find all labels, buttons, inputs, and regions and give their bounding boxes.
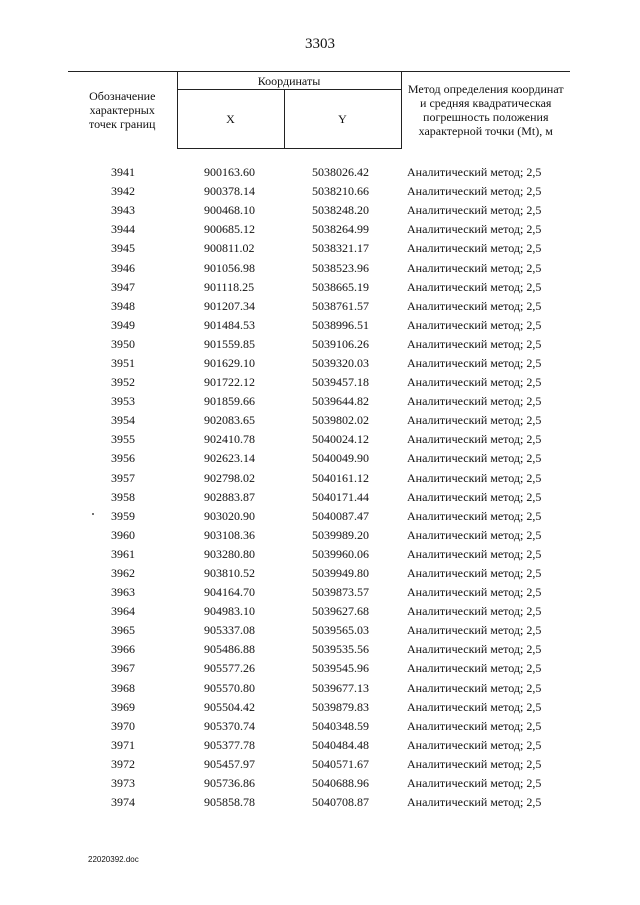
y-cell: 5039644.82 <box>312 394 369 409</box>
point-cell: 3953 <box>111 394 135 409</box>
table-row <box>68 373 570 392</box>
table-row <box>68 335 570 354</box>
table-row <box>68 149 570 183</box>
point-column-label: Обозначение характерных точек границ <box>89 89 156 132</box>
table-row <box>68 488 570 507</box>
y-cell: 5040087.47 <box>312 508 369 523</box>
y-cell: 5039106.26 <box>312 336 369 351</box>
method-cell: Аналитический метод; 2,5 <box>407 298 542 313</box>
point-cell: 3963 <box>111 585 135 600</box>
point-cell: 3950 <box>111 336 135 351</box>
page-number: 3303 <box>305 36 335 52</box>
table-row <box>68 602 570 621</box>
x-cell: 901056.98 <box>204 260 255 275</box>
y-cell: 5039535.56 <box>312 642 369 657</box>
point-cell: 3958 <box>111 489 135 504</box>
y-cell: 5038248.20 <box>312 203 369 218</box>
x-cell: 901484.53 <box>204 317 255 332</box>
coordinates-table <box>68 71 570 812</box>
y-cell: 5039879.83 <box>312 699 369 714</box>
point-cell: 3962 <box>111 566 135 581</box>
y-cell: 5040484.48 <box>312 737 369 752</box>
point-cell: 3945 <box>111 241 135 256</box>
table-row <box>68 755 570 774</box>
x-cell: 904164.70 <box>204 585 255 600</box>
point-cell: 3966 <box>111 642 135 657</box>
x-cell: 903810.52 <box>204 566 255 581</box>
y-cell: 5039802.02 <box>312 413 369 428</box>
method-cell: Аналитический метод; 2,5 <box>407 451 542 466</box>
point-cell: 3972 <box>111 756 135 771</box>
point-cell: 3949 <box>111 317 135 332</box>
x-cell: 905337.08 <box>204 623 255 638</box>
method-cell: Аналитический метод; 2,5 <box>407 375 542 390</box>
y-cell: 5039873.57 <box>312 585 369 600</box>
method-cell: Аналитический метод; 2,5 <box>407 489 542 504</box>
table-row <box>68 297 570 316</box>
point-cell: 3942 <box>111 184 135 199</box>
method-cell: Аналитический метод; 2,5 <box>407 527 542 542</box>
method-cell: Аналитический метод; 2,5 <box>407 279 542 294</box>
x-cell: 902798.02 <box>204 470 255 485</box>
coordinates-group-header: Координаты <box>177 72 401 90</box>
table-row <box>68 774 570 793</box>
table-row <box>68 564 570 583</box>
method-cell: Аналитический метод; 2,5 <box>407 508 542 523</box>
point-cell: 3964 <box>111 604 135 619</box>
table-row <box>68 659 570 678</box>
point-cell: 3946 <box>111 260 135 275</box>
y-cell: 5040049.90 <box>312 451 369 466</box>
point-cell: 3957 <box>111 470 135 485</box>
method-cell: Аналитический метод; 2,5 <box>407 718 542 733</box>
point-cell: 3970 <box>111 718 135 733</box>
method-cell: Аналитический метод; 2,5 <box>407 184 542 199</box>
method-cell: Аналитический метод; 2,5 <box>407 222 542 237</box>
point-cell: 3952 <box>111 375 135 390</box>
method-cell: Аналитический метод; 2,5 <box>407 413 542 428</box>
x-cell: 902883.87 <box>204 489 255 504</box>
y-cell: 5040024.12 <box>312 432 369 447</box>
x-cell: 905570.80 <box>204 680 255 695</box>
method-cell: Аналитический метод; 2,5 <box>407 680 542 695</box>
point-cell: 3965 <box>111 623 135 638</box>
method-cell: Аналитический метод; 2,5 <box>407 737 542 752</box>
y-cell: 5040161.12 <box>312 470 369 485</box>
table-row <box>68 239 570 258</box>
y-cell: 5040348.59 <box>312 718 369 733</box>
method-cell: Аналитический метод; 2,5 <box>407 546 542 561</box>
table-row <box>68 717 570 736</box>
y-cell: 5040171.44 <box>312 489 369 504</box>
method-cell: Аналитический метод; 2,5 <box>407 164 542 179</box>
scan-speck <box>92 513 94 515</box>
method-cell: Аналитический метод; 2,5 <box>407 795 542 810</box>
method-cell: Аналитический метод; 2,5 <box>407 241 542 256</box>
table-row <box>68 583 570 602</box>
x-cell: 901859.66 <box>204 394 255 409</box>
x-cell: 903108.36 <box>204 527 255 542</box>
x-cell: 900378.14 <box>204 184 255 199</box>
method-cell: Аналитический метод; 2,5 <box>407 566 542 581</box>
point-cell: 3956 <box>111 451 135 466</box>
x-cell: 902623.14 <box>204 451 255 466</box>
method-cell: Аналитический метод; 2,5 <box>407 432 542 447</box>
method-cell: Аналитический метод; 2,5 <box>407 260 542 275</box>
y-cell: 5039989.20 <box>312 527 369 542</box>
x-cell: 902083.65 <box>204 413 255 428</box>
point-cell: 3948 <box>111 298 135 313</box>
point-cell: 3947 <box>111 279 135 294</box>
x-cell: 905486.88 <box>204 642 255 657</box>
y-cell: 5038026.42 <box>312 165 369 180</box>
y-cell: 5038210.66 <box>312 184 369 199</box>
y-cell: 5040571.67 <box>312 756 369 771</box>
method-cell: Аналитический метод; 2,5 <box>407 336 542 351</box>
point-cell: 3943 <box>111 203 135 218</box>
table-row <box>68 736 570 755</box>
x-cell: 905377.78 <box>204 737 255 752</box>
method-column-label: Метод определения координат и средняя квадратическая погрешность положения характерной точки (Mt), м <box>407 82 564 139</box>
table-header <box>68 72 570 149</box>
y-cell: 5040688.96 <box>312 776 369 791</box>
table-row <box>68 545 570 564</box>
method-cell: Аналитический метод; 2,5 <box>407 203 542 218</box>
y-cell: 5039949.80 <box>312 566 369 581</box>
table-row <box>68 449 570 468</box>
y-cell: 5039677.13 <box>312 680 369 695</box>
table-row <box>68 430 570 449</box>
y-cell: 5038761.57 <box>312 298 369 313</box>
coordinates-table-wrapper <box>68 71 570 812</box>
x-cell: 905370.74 <box>204 718 255 733</box>
method-cell: Аналитический метод; 2,5 <box>407 661 542 676</box>
x-cell: 901559.85 <box>204 336 255 351</box>
table-row <box>68 354 570 373</box>
table-row <box>68 316 570 335</box>
table-row <box>68 621 570 640</box>
x-cell: 905858.78 <box>204 795 255 810</box>
y-cell: 5038264.99 <box>312 222 369 237</box>
x-cell: 905736.86 <box>204 776 255 791</box>
x-cell: 902410.78 <box>204 432 255 447</box>
method-cell: Аналитический метод; 2,5 <box>407 699 542 714</box>
x-cell: 900685.12 <box>204 222 255 237</box>
y-cell: 5038523.96 <box>312 260 369 275</box>
table-row <box>68 278 570 297</box>
point-cell: 3959 <box>111 508 135 523</box>
table-row <box>68 526 570 545</box>
table-row <box>68 182 570 201</box>
point-cell: 3971 <box>111 737 135 752</box>
x-cell: 901118.25 <box>204 279 255 294</box>
method-cell: Аналитический метод; 2,5 <box>407 756 542 771</box>
method-cell: Аналитический метод; 2,5 <box>407 585 542 600</box>
table-row <box>68 201 570 220</box>
point-cell: 3974 <box>111 795 135 810</box>
y-cell: 5039627.68 <box>312 604 369 619</box>
point-cell: 3944 <box>111 222 135 237</box>
x-cell: 901722.12 <box>204 375 255 390</box>
table-row <box>68 220 570 239</box>
y-cell: 5039960.06 <box>312 546 369 561</box>
y-cell: 5038321.17 <box>312 241 369 256</box>
y-cell: 5038996.51 <box>312 317 369 332</box>
table-row <box>68 698 570 717</box>
table-row <box>68 793 570 812</box>
method-cell: Аналитический метод; 2,5 <box>407 470 542 485</box>
y-cell: 5040708.87 <box>312 795 369 810</box>
point-cell: 3960 <box>111 527 135 542</box>
table-row <box>68 392 570 411</box>
point-cell: 3961 <box>111 546 135 561</box>
y-cell: 5038665.19 <box>312 279 369 294</box>
method-cell: Аналитический метод; 2,5 <box>407 604 542 619</box>
y-column-header: Y <box>284 90 401 149</box>
method-cell: Аналитический метод; 2,5 <box>407 623 542 638</box>
table-row <box>68 679 570 698</box>
x-cell: 900811.02 <box>204 241 255 256</box>
table-row <box>68 469 570 488</box>
table-row <box>68 507 570 526</box>
point-column-header <box>68 72 177 149</box>
method-cell: Аналитический метод; 2,5 <box>407 394 542 409</box>
point-cell: 3955 <box>111 432 135 447</box>
table-row <box>68 640 570 659</box>
table-row <box>68 258 570 277</box>
x-cell: 905577.26 <box>204 661 255 676</box>
x-cell: 901629.10 <box>204 355 255 370</box>
x-column-header: X <box>177 90 284 149</box>
point-cell: 3954 <box>111 413 135 428</box>
x-cell: 905457.97 <box>204 756 255 771</box>
y-cell: 5039545.96 <box>312 661 369 676</box>
x-cell: 903280.80 <box>204 546 255 561</box>
y-cell: 5039565.03 <box>312 623 369 638</box>
point-cell: 3973 <box>111 776 135 791</box>
x-cell: 900163.60 <box>204 165 255 180</box>
y-cell: 5039457.18 <box>312 375 369 390</box>
y-cell: 5039320.03 <box>312 355 369 370</box>
x-cell: 903020.90 <box>204 508 255 523</box>
x-cell: 900468.10 <box>204 203 255 218</box>
method-cell: Аналитический метод; 2,5 <box>407 317 542 332</box>
x-cell: 901207.34 <box>204 298 255 313</box>
table-body <box>68 149 570 813</box>
document-filename: 22020392.doc <box>88 855 139 864</box>
method-cell: Аналитический метод; 2,5 <box>407 355 542 370</box>
method-cell: Аналитический метод; 2,5 <box>407 776 542 791</box>
table-row <box>68 411 570 430</box>
x-cell: 904983.10 <box>204 604 255 619</box>
point-cell: 3967 <box>111 661 135 676</box>
x-cell: 905504.42 <box>204 699 255 714</box>
point-cell: 3951 <box>111 355 135 370</box>
method-column-header <box>401 72 570 149</box>
point-cell: 3969 <box>111 699 135 714</box>
point-cell: 3941 <box>111 164 135 179</box>
point-cell: 3968 <box>111 680 135 695</box>
method-cell: Аналитический метод; 2,5 <box>407 642 542 657</box>
